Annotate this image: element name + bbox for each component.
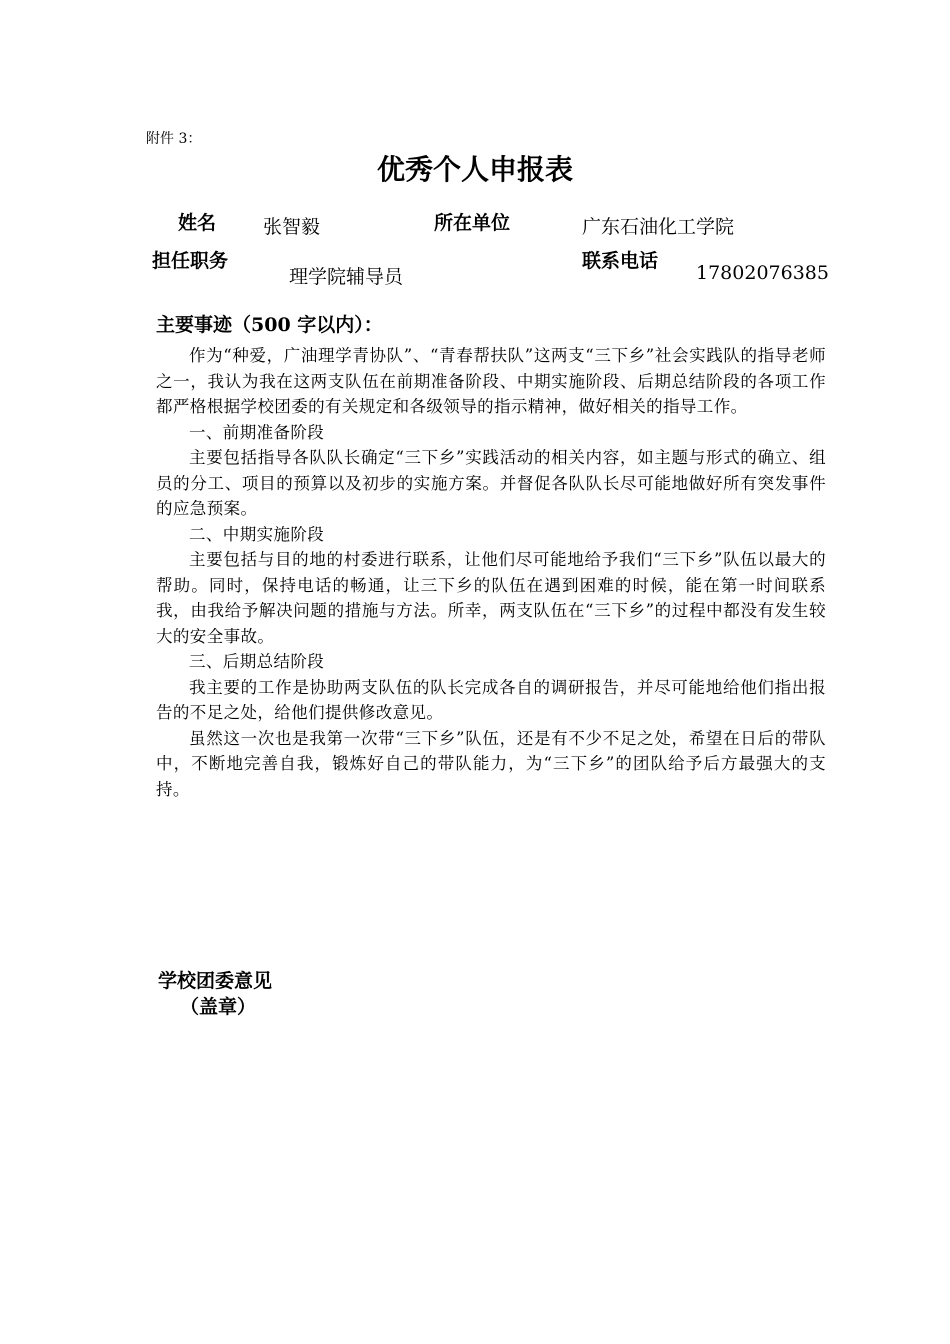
attachment-label: 附件 3：: [146, 131, 202, 147]
deeds-paragraph-summary: 我主要的工作是协助两支队伍的队长完成各自的调研报告，并尽可能地给他们指出报告的不足之处，给他们提供修改意见。: [156, 677, 826, 722]
position-label: 担任职务: [152, 250, 229, 272]
deeds-paragraph-implementation: 主要包括与目的地的村委进行联系，让他们尽可能地给予我们“三下乡”队伍以最大的帮助。同时，保持电话的畅通，让三下乡的队伍在遇到困难的时候，能在第一时间联系我，由我给予解决问题的措施与方法。所幸，两支队伍在“三下乡”的过程中都没有发生较大的安全事故。: [156, 550, 826, 646]
main-deeds-heading: 主要事迹（500 字以内）：: [156, 314, 383, 336]
position-value: 理学院辅导员: [289, 266, 404, 288]
unit-value: 广东石油化工学院: [582, 216, 735, 238]
name-value: 张智毅: [263, 216, 321, 238]
deeds-paragraph-closing: 虽然这一次也是我第一次带“三下乡”队伍，还是有不少不足之处，希望在日后的带队中，不断地完善自我，锻炼好自己的带队能力，为“三下乡”的团队给予后方最强大的支持。: [156, 728, 826, 799]
school-committee-opinion-title: 学校团委意见: [158, 970, 273, 992]
deeds-section-heading-preparation: 一、前期准备阶段: [189, 422, 325, 442]
phone-value: 17802076385: [696, 262, 829, 284]
stamp-note: （盖章）: [180, 996, 257, 1018]
unit-label: 所在单位: [434, 212, 511, 234]
deeds-section-heading-implementation: 二、中期实施阶段: [189, 524, 325, 544]
phone-label: 联系电话: [582, 250, 659, 272]
main-deeds-body: [156, 343, 826, 802]
deeds-paragraph-preparation: 主要包括指导各队队长确定“三下乡”实践活动的相关内容，如主题与形式的确立、组员的分工、项目的预算以及初步的实施方案。并督促各队队长尽可能地做好所有突发事件的应急预案。: [156, 448, 826, 518]
deeds-section-heading-summary: 三、后期总结阶段: [189, 652, 325, 671]
deeds-paragraph-intro: 作为“种爱，广油理学青协队”、“青春帮扶队”这两支“三下乡”社会实践队的指导老师之一，我认为我在这两支队伍在前期准备阶段、中期实施阶段、后期总结阶段的各项工作都严格根据学校团委的有关规定和各级领导的指示精神，做好相关的指导工作。: [156, 346, 826, 416]
name-label: 姓名: [178, 212, 217, 234]
page-title: 优秀个人申报表: [376, 153, 573, 186]
